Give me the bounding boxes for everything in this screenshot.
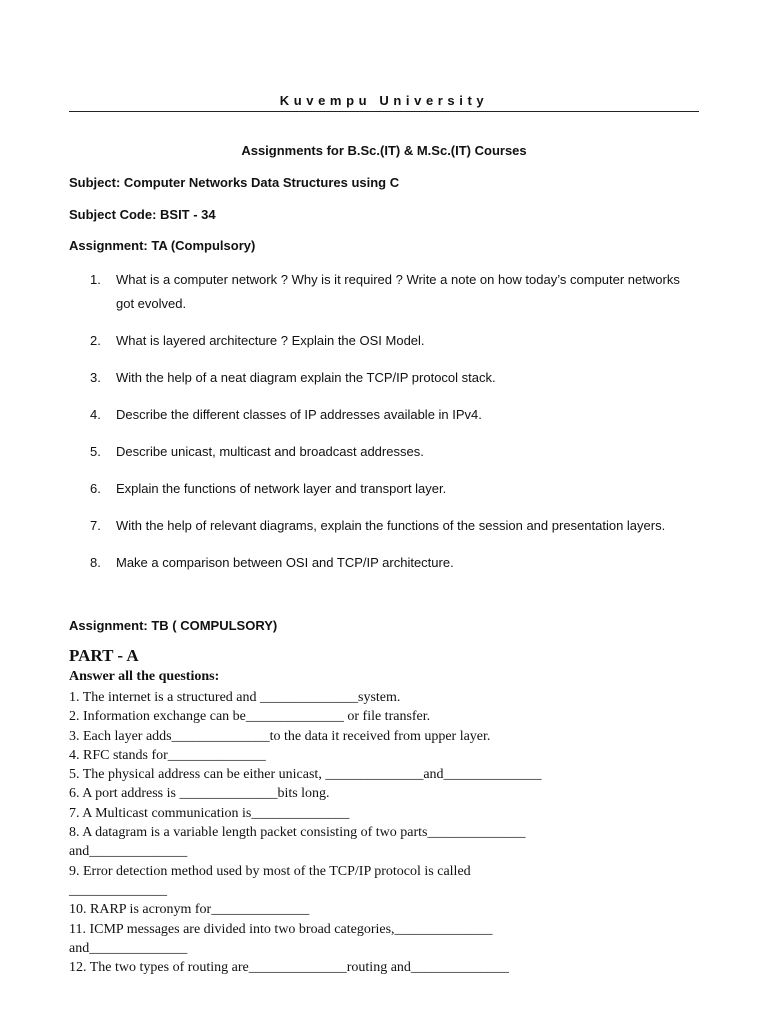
list-item: 1. What is a computer network ? Why is it required ? Write a note on how today’s computer networks got evolved. <box>90 272 680 311</box>
part-a-questions <box>69 688 709 977</box>
course-title: Assignments for B.Sc.(IT) & M.Sc.(IT) Courses <box>241 143 527 158</box>
question-line: 1. The internet is a structured and ______________system. <box>69 690 401 705</box>
subject-code: Subject Code: BSIT - 34 <box>69 207 216 222</box>
question-line: and______________ <box>69 940 188 956</box>
list-item: 3. With the help of a neat diagram explain the TCP/IP protocol stack. <box>90 370 496 385</box>
list-item: 6. Explain the functions of network layer and transport layer. <box>90 481 447 496</box>
university-title: Kuvempu University <box>279 93 489 108</box>
question-line: 11. ICMP messages are divided into two broad categories,______________ <box>69 921 493 937</box>
list-item: 2. What is layered architecture ? Explain the OSI Model. <box>90 333 425 348</box>
part-a-instruction: Answer all the questions: <box>69 669 220 684</box>
question-line: 7. A Multicast communication is______________ <box>69 805 350 821</box>
assignment-ta-questions <box>90 268 690 588</box>
assignment-ta-heading: Assignment: TA (Compulsory) <box>69 238 256 253</box>
question-line: 5. The physical address can be either unicast, ______________and______________ <box>69 767 542 783</box>
question-line: 2. Information exchange can be______________ or file transfer. <box>69 709 431 725</box>
part-a-title: PART - A <box>69 646 139 665</box>
question-line: 10. RARP is acronym for______________ <box>69 902 310 918</box>
question-line: 8. A datagram is a variable length packet consisting of two parts______________ <box>69 825 526 841</box>
list-item: 8. Make a comparison between OSI and TCP/IP architecture. <box>90 555 454 570</box>
question-line: ______________ <box>69 882 167 898</box>
question-line: 3. Each layer adds______________to the data it received from upper layer. <box>69 728 491 744</box>
question-line: 12. The two types of routing are______________routing and______________ <box>69 960 509 976</box>
list-item: 5. Describe unicast, multicast and broadcast addresses. <box>90 444 424 459</box>
header-divider <box>69 111 699 112</box>
list-item: 7. With the help of relevant diagrams, explain the functions of the session and presentation layers. <box>90 518 666 533</box>
question-line: 4. RFC stands for______________ <box>69 747 266 763</box>
assignment-tb-heading: Assignment: TB ( COMPULSORY) <box>69 618 278 633</box>
question-line: 9. Error detection method used by most of the TCP/IP protocol is called <box>69 863 471 879</box>
subject-line: Subject: Computer Networks Data Structures using C <box>69 175 400 190</box>
question-line: and______________ <box>69 844 188 860</box>
list-item: 4. Describe the different classes of IP addresses available in IPv4. <box>90 407 482 422</box>
question-line: 6. A port address is ______________bits long. <box>69 786 330 802</box>
